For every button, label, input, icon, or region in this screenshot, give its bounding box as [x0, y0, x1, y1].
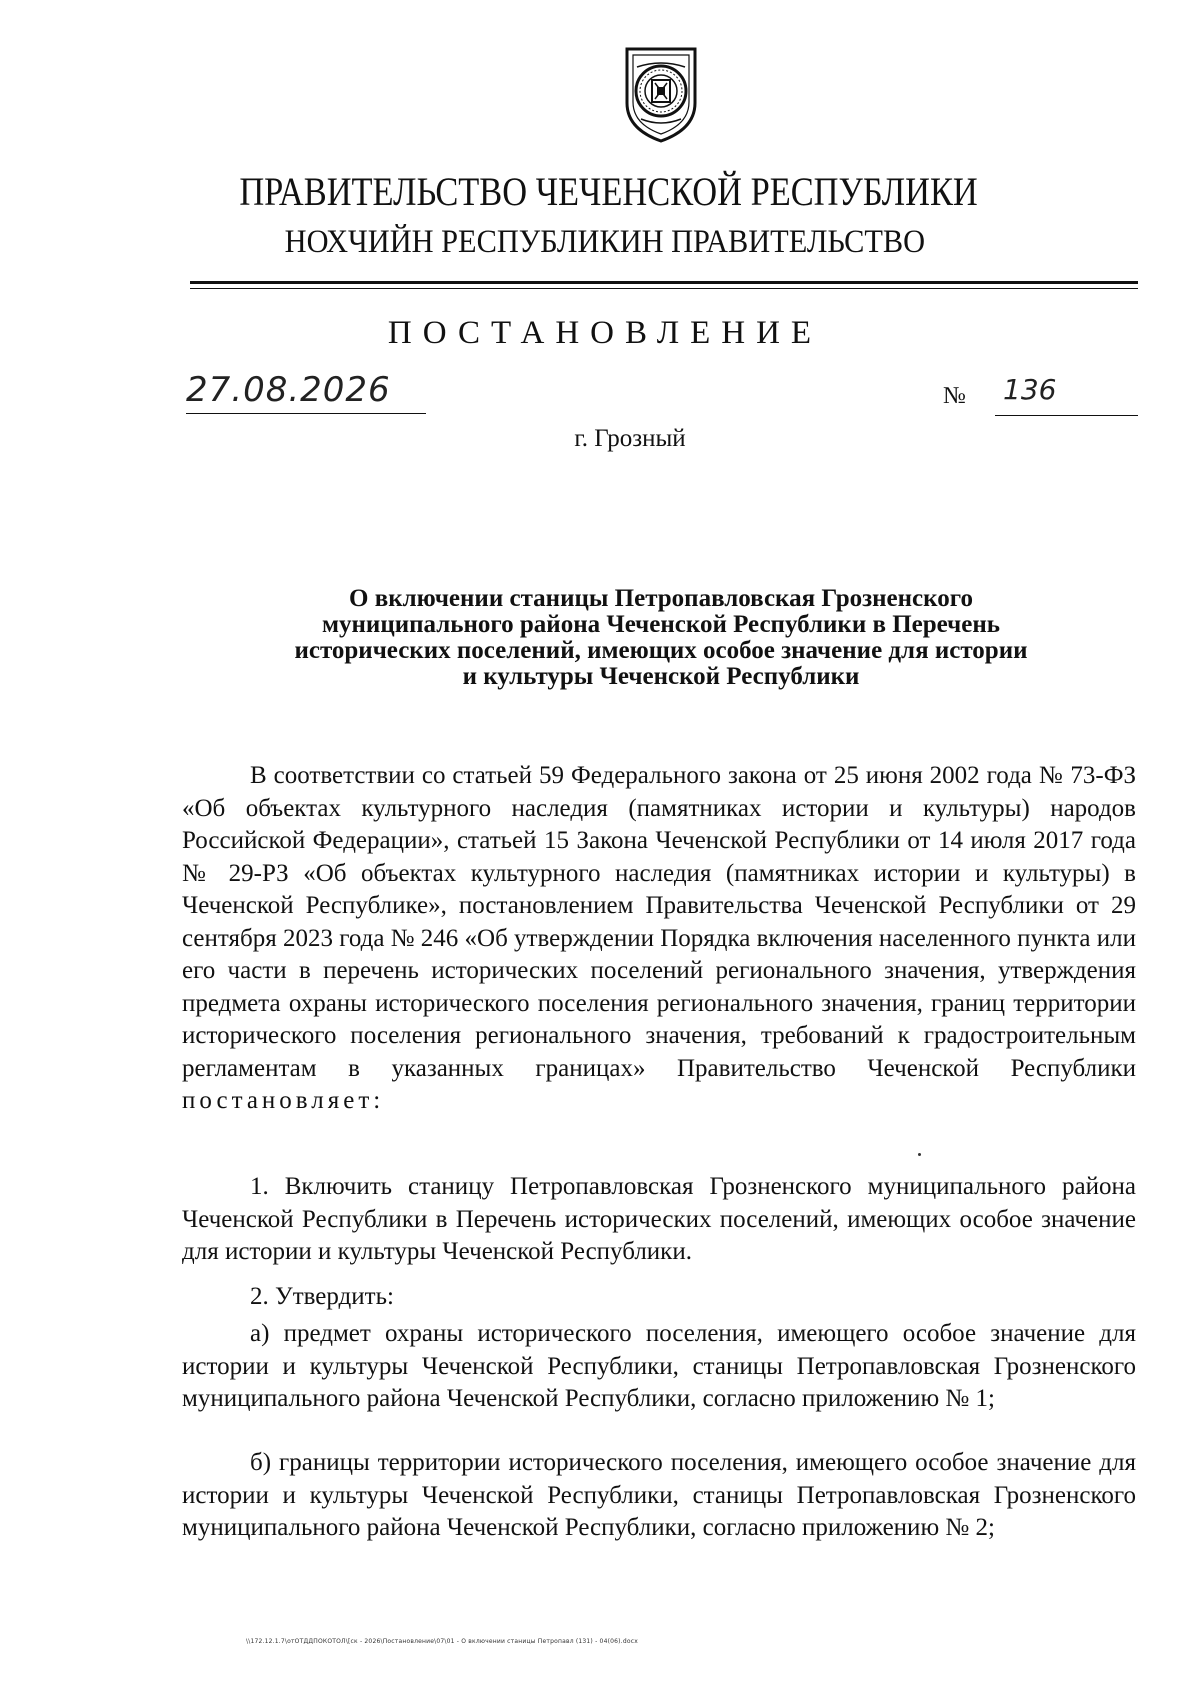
item-2b-text: б) границы территории исторического поселения, имеющего особое значение для истории и культуры Чеченской Республики, станицы Петропавловская Грозненского муниципального района Чеченской Республики, согласно приложению № 2; — [182, 1449, 1136, 1541]
document-number-label: № — [943, 383, 966, 409]
item-1-text: 1. Включить станицу Петропавловская Грозненского муниципального района Чеченской Республики в Перечень исторических поселений, имеющих особое значение для истории и культуры Чеченской Республики. — [182, 1173, 1136, 1265]
preamble-text: В соответствии со статьей 59 Федерального закона от 25 июня 2002 года № 73-ФЗ «Об объектах культурного наследия (памятниках истории и культуры) народов Российской Федерации», статьей 15 Закона Чеченской Республики от 14 июля 2017 года № 29-РЗ «Об объектах культурного наследия (памятниках истории и культуры) в Чеченской Республике», постановлением Правительства Чеченской Республики от 29 сентября 2023 года № 246 «Об утверждении Порядка включения населенного пункта или его части в перечень исторических поселений регионального значения, утверждения предмета охраны исторического поселения регионального значения, границ территории исторического поселения регионального значения, требований к градостроительным регламентам в указанных границах» Правительство Чеченской Республики — [182, 762, 1136, 1082]
document-title — [182, 586, 1140, 690]
date-underline — [186, 413, 426, 414]
title-line: муниципального района Чеченской Республики в Перечень — [322, 611, 1000, 638]
item-2b-paragraph — [182, 1447, 1136, 1545]
title-line: исторических поселений, имеющих особое значение для истории — [294, 637, 1028, 664]
item-2a-text: а) предмет охраны исторического поселения, имеющего особое значение для истории и культуры Чеченской Республики, станицы Петропавловская Грозненского муниципального района Чеченской Республики, согласно приложению № 1; — [182, 1320, 1136, 1412]
document-city: г. Грозный — [574, 425, 686, 452]
header-divider-thin — [190, 288, 1138, 289]
organization-name-ru: ПРАВИТЕЛЬСТВО ЧЕЧЕНСКОЙ РЕСПУБЛИКИ — [239, 169, 978, 214]
scan-speck — [918, 1153, 921, 1156]
item-2a-paragraph — [182, 1318, 1136, 1416]
title-line: и культуры Чеченской Республики — [462, 663, 860, 690]
footer-file-path: \\172.12.1.7\отОТДДПОКОТОЛ\[ск - 2026\Постановление\07\01 - О включении станицы Петропавл (131) - 04(06).docx — [246, 1638, 638, 1645]
organization-name-ce: НОХЧИЙН РЕСПУБЛИКИН ПРАВИТЕЛЬСТВО — [284, 224, 926, 260]
document-number: 136 — [1003, 373, 1057, 406]
preamble-verb: постановляет: — [182, 1087, 385, 1114]
preamble-paragraph — [182, 760, 1136, 1118]
document-date: 27.08.2026 — [186, 370, 391, 410]
header-divider-thick — [190, 281, 1138, 284]
item-2-paragraph — [182, 1281, 1136, 1314]
coat-of-arms-icon — [621, 45, 701, 143]
item-1-paragraph — [182, 1171, 1136, 1269]
title-line: О включении станицы Петропавловская Грозненского — [349, 585, 973, 612]
document-type: ПОСТАНОВЛЕНИЕ — [387, 315, 823, 351]
item-2-text: 2. Утвердить: — [250, 1283, 394, 1310]
number-underline — [995, 415, 1138, 416]
